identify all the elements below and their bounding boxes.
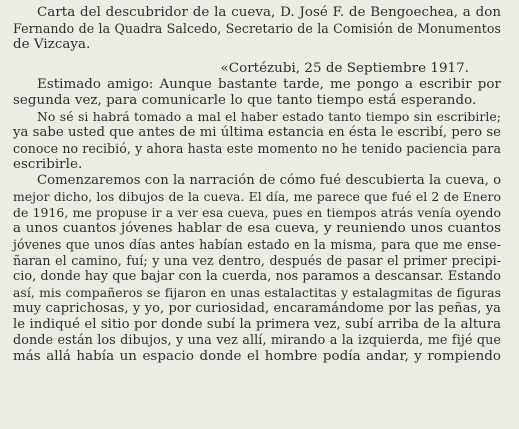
p3-line-2: mejor dicho, los dibujos de la cueva. El día, me parece que fué el 2 de Enero: [13, 189, 501, 204]
p3-line-12: más allá había un espacio donde el hombre podía andar, y rompiendo: [13, 349, 501, 364]
p3-line-4: a unos cuantos jóvenes hablar de esa cueva, y reuniendo unos cuantos: [13, 221, 501, 236]
p2-line-4: escribirle.: [13, 157, 83, 172]
p3-line-1: Comenzaremos con la narración de cómo fué descubierta la cueva, o: [37, 173, 502, 188]
p3-line-11: donde están los dibujos, y una vez allí, mirando a la izquierda, me fijé que: [13, 333, 501, 348]
p3-line-5: jóvenes que unos días antes habían estado en la misma, para que me ense-: [13, 237, 501, 252]
p1-line-2: segunda vez, para comunicarle lo que tanto tiempo está esperando.: [13, 93, 477, 108]
p2-line-1: No sé si habrá tomado a mal el haber estado tanto tiempo sin escribirle;: [37, 109, 501, 124]
header-line-1: Carta del descubridor de la cueva, D. José F. de Bengoechea, a don: [37, 5, 501, 20]
p3-line-10: le indiqué el sitio por donde subí la primera vez, subí arriba de la altura: [13, 317, 501, 332]
p3-line-9: muy caprichosas, y yo, por curiosidad, encaramándome por las peñas, ya: [13, 301, 501, 316]
p3-line-8: así, mis compañeros se fijaron en unas estalactitas y estalagmitas de figuras: [13, 285, 501, 300]
p2-line-3: conoce no recibió, y ahora hasta este momento no he tenido paciencia para: [13, 141, 501, 156]
dateline: «Cortézubi, 25 de Septiembre 1917.: [220, 61, 469, 76]
header-line-2: Fernando de la Quadra Salcedo, Secretario de la Comisión de Monumentos: [13, 21, 501, 36]
p2-line-2: ya sabe usted que antes de mi última estancia en ésta le escribí, pero se: [13, 125, 501, 140]
header-line-3: de Vizcaya.: [13, 37, 91, 52]
p3-line-3: de 1916, me propuse ir a ver esa cueva, pues en tiempos atrás venía oyendo: [13, 205, 501, 220]
p3-line-6: ñaran el camino, fuí; y una vez dentro, después de pasar el primer precipi-: [13, 253, 501, 268]
p1-line-1: Estimado amigo: Aunque bastante tarde, me pongo a escribir por: [37, 77, 501, 92]
p3-line-7: cio, donde hay que bajar con la cuerda, nos paramos a descansar. Estando: [13, 269, 501, 284]
